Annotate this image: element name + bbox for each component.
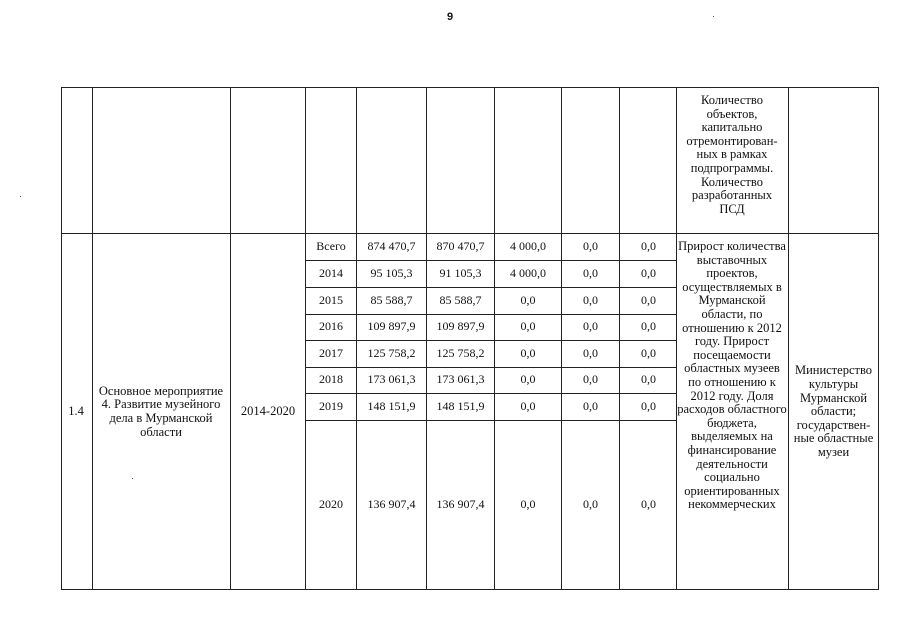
year-other-cell: 0,0 [641,372,656,387]
year-regional-cell: 91 105,3 [439,265,482,280]
year-label-cell: 2019 [319,398,343,413]
year-total-cell: 173 061,3 [367,372,416,387]
year-federal-cell: 4 000,0 [510,265,546,280]
row-number-text: 1.4 [68,404,84,419]
year-total-cell: 95 105,3 [370,265,413,280]
year-total-cell: 136 907,4 [367,497,416,512]
grid-line [230,87,231,590]
grid-line [788,87,789,590]
year-other-cell: 0,0 [641,497,656,512]
row-title-text: Основное мероприятие 4. Развитие музейного дела в Мурманской области [98,383,224,439]
grid-line [305,287,677,288]
year-local-cell: 0,0 [583,239,598,254]
grid-line [61,233,879,234]
grid-line [676,87,677,590]
year-regional-cell: 109 897,9 [436,319,485,334]
year-label-cell: 2017 [319,345,343,360]
year-local-cell: 0,0 [583,372,598,387]
year-federal-cell: 0,0 [520,292,536,307]
grid-line [61,87,62,590]
year-label-cell: 2016 [319,319,343,334]
grid-line [305,367,677,368]
year-total-cell: 148 151,9 [367,398,416,413]
year-local-cell: 0,0 [583,292,598,307]
year-label-cell: 2020 [319,497,343,512]
row-number [61,234,91,590]
grid-line [305,87,306,590]
grid-line [426,87,427,590]
row-period-text: 2014-2020 [240,404,296,419]
prev-row-indicators-text: Количество объектов, капитально отремонтирован- ных в рамках подпрограммы. Количество разработанных ПСД [686,93,778,216]
year-federal-cell: 0,0 [520,345,536,360]
grid-line [61,87,879,88]
year-total-cell: 85 588,7 [370,292,413,307]
year-regional-cell: 136 907,4 [436,497,485,512]
grid-line [561,87,562,590]
grid-line [92,87,93,590]
year-regional-cell: 173 061,3 [436,372,485,387]
year-total-cell: 109 897,9 [367,319,416,334]
row-executor-text: Министерство культуры Мурманской области; государствен- ные областные музеи [793,363,874,459]
year-federal-cell: 4 000,0 [510,239,546,254]
row-indicators-text: Прирост количества выставочных проектов, осуществляемых в Мурманской области, по отношению к 2012 году. Прирост посещаемости областных музеев по отношению к 2012 году. Доля расходов областного бюджета, выделяемых на финансирование деятельности социально ориентированных некоммерческих [677,239,787,512]
year-total-cell: 125 758,2 [367,345,416,360]
grid-line [305,260,677,261]
row-executor [789,234,878,590]
grid-line [494,87,495,590]
year-other-cell: 0,0 [641,239,656,254]
grid-line [305,420,677,421]
year-regional-cell: 125 758,2 [436,345,485,360]
year-other-cell: 0,0 [641,398,656,413]
grid-line [61,589,879,590]
scan-speck [713,16,714,17]
grid-line [619,87,620,590]
year-local-cell: 0,0 [583,345,598,360]
grid-line [305,340,677,341]
grid-line [305,393,677,394]
year-other-cell: 0,0 [641,292,656,307]
grid-line [878,87,879,590]
budget-table [61,87,879,590]
year-federal-cell: 0,0 [520,319,536,334]
year-local-cell: 0,0 [583,319,598,334]
year-other-cell: 0,0 [641,319,656,334]
year-total-cell: 874 470,7 [367,239,416,254]
grid-line [305,314,677,315]
year-label-cell: 2018 [319,372,343,387]
year-regional-cell: 870 470,7 [436,239,485,254]
scan-speck [20,196,21,197]
row-title [93,234,229,590]
scan-speck [132,478,133,479]
year-other-cell: 0,0 [641,265,656,280]
row-period [231,234,305,590]
year-federal-cell: 0,0 [520,372,536,387]
year-other-cell: 0,0 [641,345,656,360]
year-local-cell: 0,0 [583,497,598,512]
prev-row-indicators [678,94,786,234]
page-number: 9 [447,11,454,23]
year-label-cell: 2015 [319,292,343,307]
year-federal-cell: 0,0 [520,398,536,413]
year-regional-cell: 148 151,9 [436,398,485,413]
year-label-cell: Всего [316,239,346,254]
year-local-cell: 0,0 [583,265,598,280]
grid-line [356,87,357,590]
year-regional-cell: 85 588,7 [439,292,482,307]
year-label-cell: 2014 [319,265,343,280]
year-local-cell: 0,0 [583,398,598,413]
row-indicators [677,240,787,590]
year-federal-cell: 0,0 [520,497,536,512]
